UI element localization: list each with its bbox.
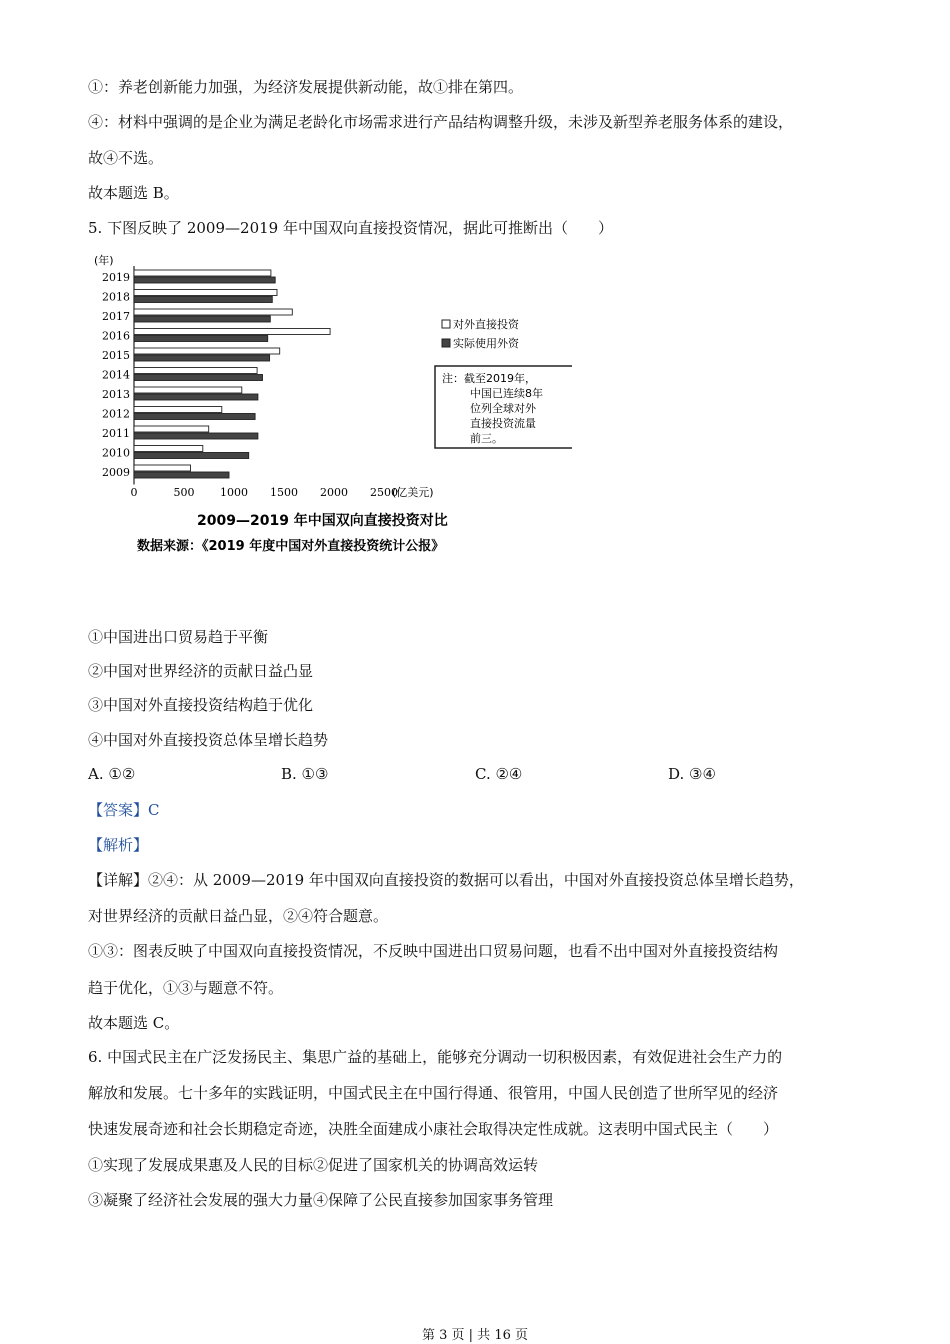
y-tick-2010: 2010 (102, 446, 130, 460)
q5-item-4: ④中国对外直接投资总体呈增长趋势 (88, 731, 329, 749)
y-tick-2019: 2019 (102, 271, 130, 284)
bar-inward-2015 (134, 355, 270, 361)
x-tick-0: 0 (130, 486, 138, 499)
q6-line1: 6. 中国式民主在广泛发扬民主、集思广益的基础上，能够充分调动一切积极因素，有效促进社会生产力的 (88, 1048, 783, 1066)
x-tick-2500: 2500 (370, 486, 398, 499)
bar-inward-2010 (134, 453, 249, 459)
bar-outward-2016 (134, 329, 330, 335)
bar-inward-2014 (134, 375, 263, 381)
bar-inward-2012 (134, 414, 255, 420)
y-tick-2011: 2011 (102, 427, 130, 440)
option-c: C. ②④ (475, 765, 523, 783)
bar-outward-2009 (134, 465, 191, 471)
q4-line1: ①：养老创新能力加强，为经济发展提供新动能，故①排在第四。 (88, 78, 524, 96)
chart-xlabel: (亿美元) (392, 486, 434, 499)
note-line-3: 位列全球对外 (470, 402, 536, 415)
note-line-1: 注：截至2019年， (442, 372, 536, 385)
chart-ylabel: (年) (94, 254, 114, 267)
legend-outward: 对外直接投资 (453, 318, 519, 331)
q4-line3: 故④不选。 (88, 149, 164, 167)
y-tick-2015: 2015 (102, 349, 130, 362)
y-tick-2009: 2009 (102, 466, 130, 479)
q6-line3: 快速发展奇迹和社会长期稳定奇迹，决胜全面建成小康社会取得决定性成就。这表明中国式民主（ ） (88, 1120, 779, 1138)
bar-outward-2014 (134, 368, 257, 374)
bar-inward-2018 (134, 297, 272, 303)
bar-inward-2019 (134, 277, 275, 283)
detail-line-5: 故本题选 C。 (88, 1014, 180, 1032)
chart-source: 数据来源：《2019 年度中国对外直接投资统计公报》 (137, 539, 445, 554)
note-line-2: 中国已连续8年 (470, 387, 543, 400)
q5-item-3: ③中国对外直接投资结构趋于优化 (88, 696, 314, 714)
bar-inward-2016 (134, 336, 268, 342)
option-d: D. ③④ (668, 765, 716, 783)
bar-outward-2017 (134, 309, 292, 315)
bar-outward-2011 (134, 426, 209, 432)
option-a: A. ①② (88, 765, 136, 783)
q4-line4: 故本题选 B。 (88, 184, 179, 202)
bar-outward-2013 (134, 387, 242, 393)
note-line-4: 直接投资流量 (470, 417, 536, 430)
bar-inward-2017 (134, 316, 270, 322)
y-tick-2014: 2014 (102, 368, 130, 382)
chart-title: 2009—2019 年中国双向直接投资对比 (197, 513, 448, 529)
bar-inward-2013 (134, 394, 258, 400)
x-tick-2000: 2000 (320, 486, 348, 499)
q6-line5: ③凝聚了经济社会发展的强大力量④保障了公民直接参加国家事务管理 (88, 1191, 554, 1209)
page-footer: 第 3 页 | 共 16 页 (422, 1328, 528, 1343)
q6-line4: ①实现了发展成果惠及人民的目标②促进了国家机关的协调高效运转 (88, 1156, 539, 1174)
detail-line-2: 对世界经济的贡献日益凸显，②④符合题意。 (88, 907, 389, 925)
detail-line-1: 【详解】②④：从 2009—2019 年中国双向直接投资的数据可以看出，中国对外直接投资总体呈增长趋势， (88, 871, 804, 889)
y-tick-2017: 2017 (102, 310, 130, 323)
bar-outward-2019 (134, 270, 271, 276)
note-line-5: 前三。 (470, 432, 503, 445)
y-tick-2018: 2018 (102, 290, 130, 304)
q6-line2: 解放和发展。七十多年的实践证明，中国式民主在中国行得通、很管用，中国人民创造了世所罕见的经济 (88, 1084, 779, 1102)
x-tick-1000: 1000 (220, 486, 248, 499)
bar-outward-2012 (134, 407, 222, 413)
y-tick-2016: 2016 (102, 329, 130, 343)
q4-line2: ④：材料中强调的是企业为满足老龄化市场需求进行产品结构调整升级，未涉及新型养老服务体系的建设， (88, 113, 794, 131)
option-b: B. ①③ (281, 765, 329, 783)
bar-inward-2011 (134, 433, 258, 439)
analysis-label: 【解析】 (88, 836, 149, 854)
legend-swatch-inward (442, 339, 450, 347)
legend-swatch-outward (442, 320, 450, 328)
x-tick-500: 500 (173, 486, 195, 499)
bar-outward-2015 (134, 348, 280, 354)
y-tick-2013: 2013 (102, 388, 130, 401)
answer (88, 800, 159, 820)
detail-line-3: ①③：图表反映了中国双向直接投资情况，不反映中国进出口贸易问题，也看不出中国对外直接投资结构 (88, 942, 779, 960)
q5-item-2: ②中国对世界经济的贡献日益凸显 (88, 662, 314, 680)
answer-text: 【答案】C (88, 801, 160, 819)
q5-stem: 5. 下图反映了 2009—2019 年中国双向直接投资情况，据此可推断出（ ） (88, 219, 613, 237)
bar-outward-2018 (134, 290, 277, 296)
legend-inward: 实际使用外资 (453, 337, 519, 350)
q5-item-1: ①中国进出口贸易趋于平衡 (88, 628, 269, 646)
bar-outward-2010 (134, 446, 203, 452)
detail-line-4: 趋于优化，①③与题意不符。 (88, 979, 284, 997)
investment-chart (92, 250, 572, 560)
bar-inward-2009 (134, 472, 229, 478)
x-tick-1500: 1500 (270, 486, 298, 499)
y-tick-2012: 2012 (102, 407, 130, 421)
